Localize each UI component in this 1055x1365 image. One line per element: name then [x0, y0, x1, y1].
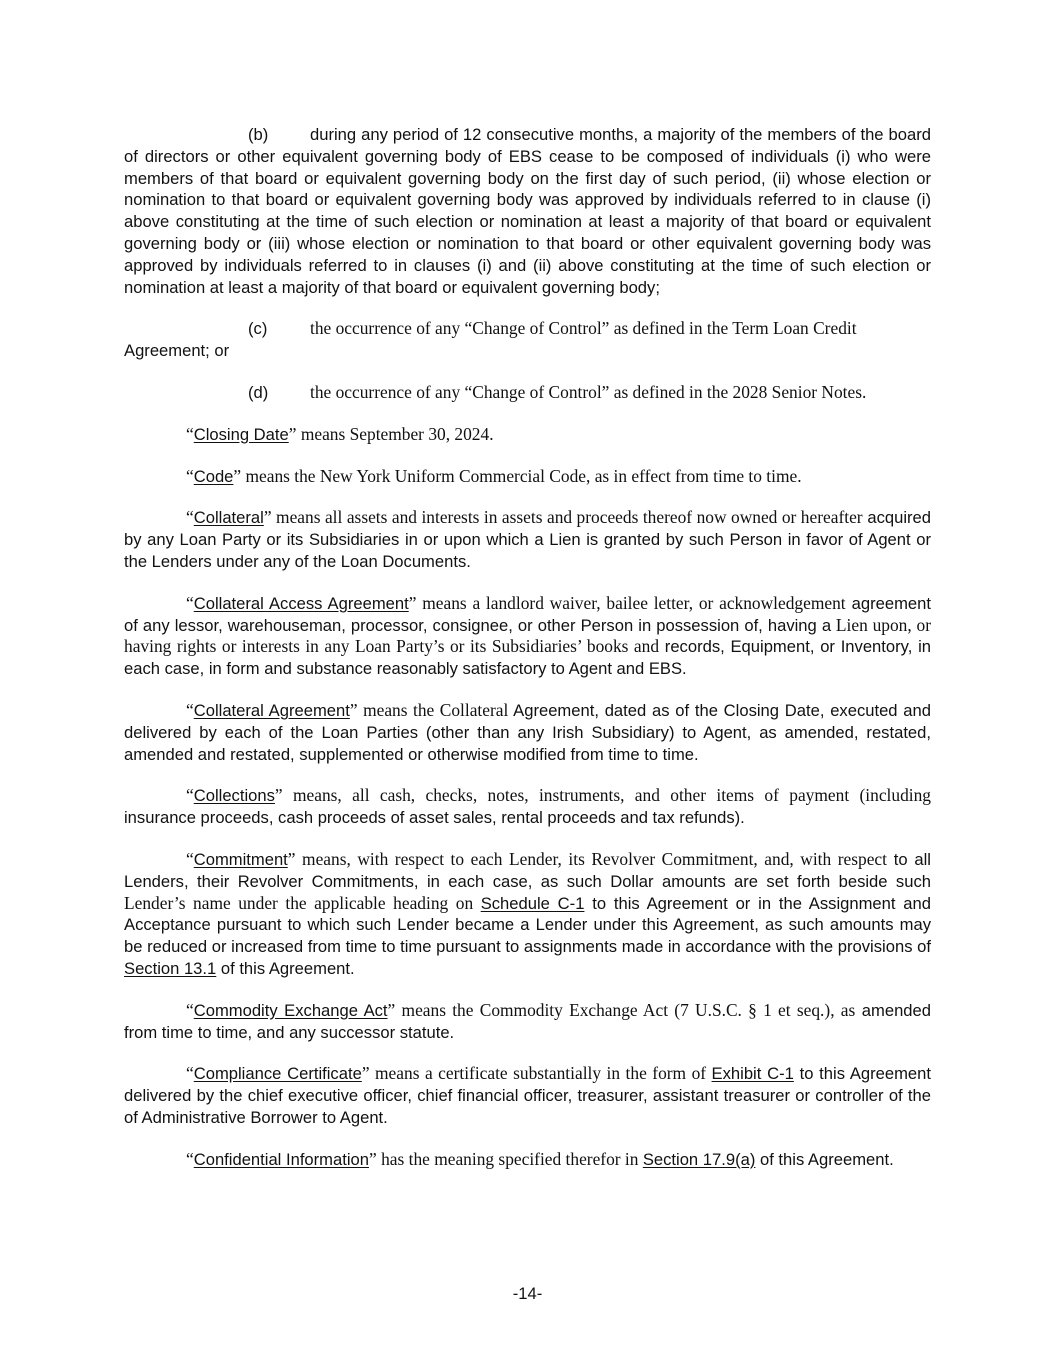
- clause-c-text: the occurrence of any “Change of Control” as defined in the Term Loan Credit: [310, 318, 857, 339]
- definition-body-end: of this Agreement.: [216, 958, 355, 978]
- quote-close: ”: [274, 785, 283, 806]
- definition-collections: [124, 785, 931, 829]
- quote-close: ”: [263, 507, 272, 528]
- definition-body: means the Collateral: [357, 699, 509, 720]
- clause-d: [124, 382, 931, 404]
- page-number: -14-: [512, 1284, 543, 1303]
- definition-body: means, with respect to each Lender, its Revolver Commitment, and, with respect: [295, 848, 887, 869]
- definition-commitment: [124, 849, 931, 980]
- definition-body: means all assets and interests in assets and proceeds thereof now owned or hereafter: [271, 507, 863, 528]
- definition-confidential-information: [124, 1149, 931, 1171]
- term-code: Code: [193, 466, 234, 486]
- definition-code: [124, 466, 931, 488]
- definition-body-continued: to all Lenders, their Revolver Commitments, in each case, as such Dollar amounts are set forth beside such: [124, 849, 931, 891]
- clause-c-label: (c): [248, 319, 268, 339]
- definition-body-continued: agreement of any lessor, warehouseman, processor, consignee, or other Person in possession of, having a: [124, 593, 931, 635]
- quote-close: ”: [369, 1148, 377, 1169]
- clause-d-text: the occurrence of any “Change of Control” as defined in the 2028 Senior Notes.: [310, 381, 867, 402]
- definition-body-continued: of this Agreement.: [755, 1149, 894, 1169]
- definition-body: means September 30, 2024.: [296, 423, 494, 444]
- definition-body-continued: acquired by any Loan Party or its Subsidiaries in or upon which a Lien is granted by such Person in favor of Agent or the Lenders under any of the Loan Documents.: [124, 508, 931, 571]
- clause-c: [124, 318, 931, 362]
- definition-body-serif-b: Lien upon, or having rights or interests in any Loan Party’s or its Subsidiaries’ books and: [124, 614, 931, 657]
- quote-open: “: [186, 999, 194, 1020]
- definition-body: means a landlord waiver, bailee letter, or acknowledgement: [416, 592, 846, 613]
- definition-body-continued: amended from time to time, and any successor statute.: [124, 1000, 931, 1042]
- term-collateral-access-agreement: Collateral Access Agreement: [193, 593, 409, 613]
- definition-collateral-access-agreement: [124, 593, 931, 680]
- definition-body: means the Commodity Exchange Act (7 U.S.C. § 1 et seq.), as: [395, 999, 856, 1020]
- definition-body-continued: to this Agreement delivered by the chief executive officer, chief financial officer, treasurer, assistant treasurer or controller of the of Administrative Borrower to Agent.: [124, 1064, 932, 1127]
- quote-open: “: [186, 423, 194, 444]
- clause-b: [124, 124, 931, 298]
- definition-body-b: to this Agreement or in the Assignment and Acceptance pursuant to which such Lender became a Lender under this Agreement, as such amounts may be reduced or increased from time to time pursuant to assignments made in accordance with the provisions of: [124, 893, 931, 957]
- term-commitment: Commitment: [193, 849, 288, 869]
- quote-close: ”: [288, 423, 297, 444]
- definition-closing-date: [124, 424, 931, 446]
- term-closing-date: Closing Date: [193, 424, 289, 444]
- term-confidential-information: Confidential Information: [193, 1149, 369, 1169]
- definition-body-serif-b: Lender’s name under the applicable heading on: [124, 892, 481, 913]
- definition-body: means, all cash, checks, notes, instruments, and other items of payment (including: [282, 785, 931, 806]
- quote-open: “: [186, 785, 194, 806]
- term-compliance-certificate: Compliance Certificate: [193, 1064, 362, 1084]
- reference-section-17-9-a: Section 17.9(a): [642, 1149, 756, 1169]
- quote-close: ”: [287, 848, 296, 869]
- quote-open: “: [186, 507, 194, 528]
- quote-close: ”: [349, 699, 358, 720]
- quote-open: “: [186, 1148, 194, 1169]
- clause-b-label: (b): [248, 125, 269, 144]
- term-commodity-exchange-act: Commodity Exchange Act: [193, 1000, 388, 1020]
- definition-collateral: [124, 507, 931, 572]
- clause-d-label: (d): [248, 382, 269, 402]
- definition-body-continued: insurance proceeds, cash proceeds of asset sales, rental proceeds and tax refunds).: [124, 808, 745, 828]
- definition-body: means a certificate substantially in the form of: [369, 1063, 712, 1084]
- quote-close: ”: [408, 592, 417, 613]
- quote-open: “: [186, 699, 194, 720]
- term-collections: Collections: [193, 786, 275, 806]
- quote-open: “: [186, 465, 194, 486]
- definition-commodity-exchange-act: [124, 1000, 931, 1044]
- quote-open: “: [186, 1063, 194, 1084]
- quote-close: ”: [387, 999, 396, 1020]
- clause-b-text: during any period of 12 consecutive months, a majority of the members of the board of directors or other equivalent governing body of EBS cease to be composed of individuals (i) who were members of that board or equivalent governing body on the first day of such period, (ii) whose election or nomination to that board or equivalent governing body was approved by individuals referred to in clause (i) above constituting at the time of such election or nomination at least a majority of that board or equivalent governing body or (iii) whose election or nomination to that board or other equivalent governing body was approved by individuals referred to in clauses (i) and (ii) above constituting at the time of such election or nomination at least a majority of that board or equivalent governing body;: [124, 125, 931, 297]
- document-page: [124, 124, 931, 1190]
- term-collateral: Collateral: [193, 508, 264, 528]
- reference-section-13-1: Section 13.1: [124, 958, 217, 978]
- quote-open: “: [186, 592, 194, 613]
- definition-body-end: records, Equipment, or Inventory, in each case, in form and substance reasonably satisfactory to Agent and EBS.: [124, 637, 931, 679]
- definition-body-continued: Agreement, dated as of the Closing Date, executed and delivered by each of the Loan Parties (other than any Irish Subsidiary) to Agent, as amended, restated, amended and restated, supplemented or otherwise modified from time to time.: [124, 700, 931, 764]
- reference-schedule-c-1: Schedule C-1: [480, 893, 585, 913]
- term-collateral-agreement: Collateral Agreement: [193, 700, 350, 720]
- reference-exhibit-c-1: Exhibit C-1: [711, 1064, 794, 1084]
- definition-body: means the New York Uniform Commercial Code, as in effect from time to time.: [241, 465, 802, 486]
- definition-body: has the meaning specified therefor in: [376, 1148, 643, 1169]
- definition-compliance-certificate: [124, 1063, 931, 1128]
- quote-close: ”: [233, 465, 242, 486]
- quote-open: “: [186, 848, 194, 869]
- definition-collateral-agreement: [124, 700, 931, 765]
- quote-close: ”: [361, 1063, 370, 1084]
- clause-c-continuation: Agreement; or: [124, 341, 230, 361]
